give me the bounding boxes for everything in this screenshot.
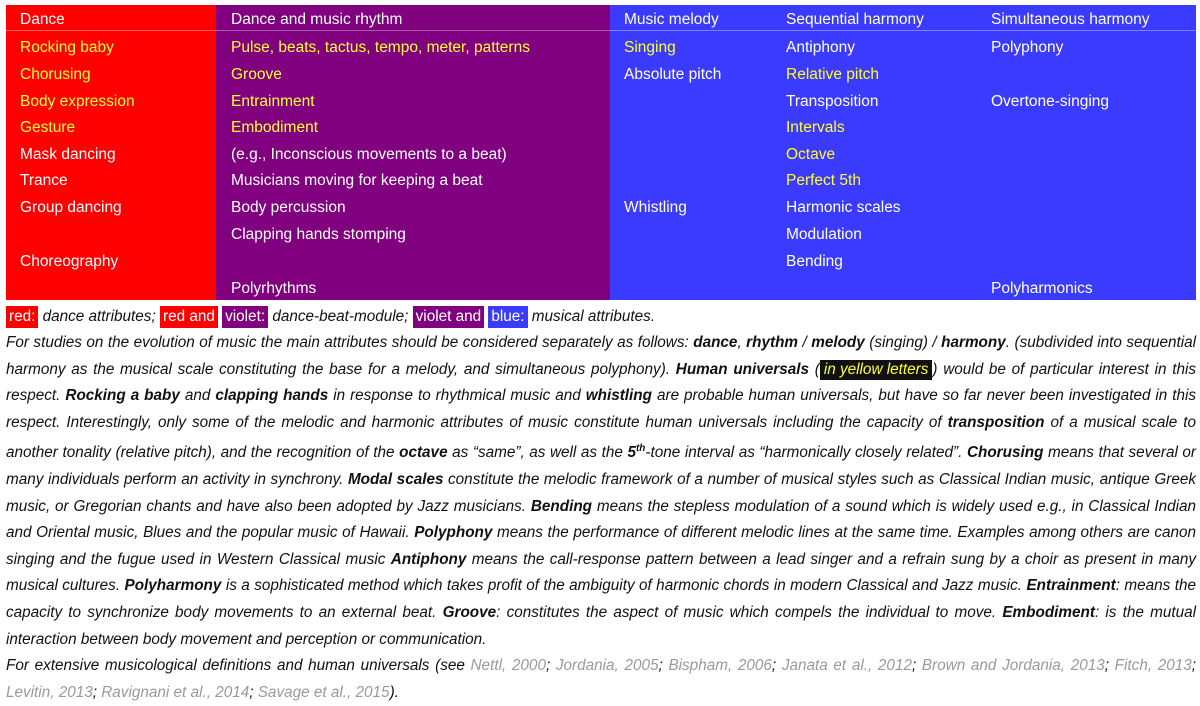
table-cell: Overtone-singing (991, 93, 1110, 110)
caption-term-entrainment: Entrainment (1026, 577, 1116, 595)
reference-separator: ; (658, 657, 669, 675)
caption-term-transposition: transposition (947, 413, 1045, 431)
caption-term-rocking: Rocking a baby (65, 387, 180, 405)
table-cell: Bending (786, 253, 843, 270)
reference-link[interactable]: Jordania, 2005 (555, 657, 659, 675)
table-cell: Musicians moving for keeping a beat (231, 172, 483, 189)
table-cell: Transposition (786, 93, 879, 110)
caption-text: means the call-response pattern between a lead singer and a refrain sung by a choir as present in many musical cultures. (6, 550, 1196, 595)
reference-separator: ; (911, 657, 922, 675)
table-cell: Absolute pitch (624, 66, 722, 83)
caption-term-bending: Bending (530, 497, 593, 515)
reference-link[interactable]: Brown and Jordania, 2013 (921, 657, 1105, 675)
caption-text: ) (932, 360, 938, 378)
caption-text: : is the mutual interaction between body movement and perception or communication. (6, 604, 1196, 648)
caption-term-whistling: whistling (585, 387, 653, 405)
table-cell: Singing (624, 39, 676, 56)
table-cell: Group dancing (20, 199, 122, 216)
reference-separator: ; (771, 657, 782, 675)
table-cell: Chorusing (20, 66, 91, 83)
table-cell: Whistling (624, 199, 687, 216)
caption-text: constitute the melodic framework of a number of musical styles such as Classical Indian music, antique Greek music, or Gregorian chants and have also been adopted by Jazz musicians. (6, 471, 1196, 515)
caption-text: : means the capacity to synchronize body movements to an external beat. (6, 577, 1196, 622)
table-cell: Embodiment (231, 119, 319, 136)
table-cell: Pulse, beats, tactus, tempo, meter, patterns (231, 39, 530, 56)
reference-separator: ; (249, 683, 258, 701)
caption-text: . (subdivided into sequential harmony as the musical scale constituting the base for a melody, and simultaneous polyphony). (6, 334, 1197, 378)
table-cell: Entrainment (231, 93, 315, 110)
table-cell: Relative pitch (786, 66, 880, 83)
caption-text: as “same”, as well as the (452, 444, 623, 462)
table-cell: Perfect 5th (786, 172, 861, 189)
references-intro: For extensive musicological definitions and human universals (see (6, 657, 465, 675)
table-cell: Trance (20, 172, 68, 189)
legend-violet-and-swatch: violet and (413, 306, 484, 328)
caption-text: means the stepless modulation of a sound which is widely used e.g., in Classical Indian and Oriental music, Blues and the popular music of Hawaii. (6, 497, 1196, 542)
table-cell: Groove (231, 66, 282, 83)
table-cell: Intervals (786, 119, 845, 136)
legend-red-and-swatch: red and (160, 306, 218, 328)
table-cell: Rocking baby (20, 39, 114, 56)
caption-text: and (184, 387, 211, 405)
table-cell: Body percussion (231, 199, 346, 216)
header-dance: Dance (20, 11, 65, 28)
caption-term-antiphony: Antiphony (390, 550, 467, 568)
reference-link[interactable]: Levitin, 2013 (6, 683, 93, 701)
table-cell: Choreography (20, 253, 119, 270)
caption-text: -tone interval as “harmonically closely related”. (645, 444, 963, 462)
header-simultaneous-harmony: Simultaneous harmony (991, 11, 1150, 28)
legend-red-text: dance attributes; (42, 308, 156, 325)
table-cell: Clapping hands stomping (231, 226, 406, 243)
yellow-letters-swatch: in yellow letters (820, 360, 933, 380)
table-cell: Antiphony (786, 39, 855, 56)
caption-text: would be of particular interest in this respect. (6, 360, 1197, 405)
references-line (6, 653, 1196, 706)
legend-blue-text: musical attributes. (531, 308, 656, 325)
table-cell: Polyrhythms (231, 280, 317, 297)
caption-text: means that several or many individuals perform an activity in synchrony. (6, 444, 1197, 489)
caption-text: are probable human universals, but have so far never been investigated in this respect. Interestingly, only some of the melodic and harmonic attributes of music constitute human universals including the capacity of (6, 387, 1197, 431)
reference-separator: ; (92, 683, 102, 701)
caption-text: is a sophisticated method which takes profit of the ambiguity of harmonic chords in modern Classical and Jazz music. (225, 577, 1023, 595)
reference-separator: ; (1104, 657, 1115, 675)
caption-text: (singing) / (869, 334, 937, 351)
table-cell: Polyharmonics (991, 280, 1093, 297)
caption-text: For studies on the evolution of music the main attributes should be considered separately as follows: (6, 334, 689, 351)
legend-red-swatch: red: (6, 306, 38, 328)
reference-link[interactable]: Ravignani et al., 2014 (101, 683, 250, 701)
reference-link[interactable]: Janata et al., 2012 (781, 657, 912, 675)
caption-text: : constitutes the aspect of music which compels the individual to move. (496, 604, 997, 622)
reference-link[interactable]: Bispham, 2006 (668, 657, 772, 675)
references-end: ). (389, 683, 399, 701)
table-cell: Octave (786, 146, 836, 163)
caption-term-chorusing: Chorusing (966, 444, 1044, 462)
table-cell: Modulation (786, 226, 862, 243)
caption-text: in response to rhythmical music and (333, 387, 581, 405)
caption-term-groove: Groove (442, 604, 497, 622)
caption-term-rhythm: rhythm (746, 334, 799, 351)
reference-separator: ; (1191, 657, 1197, 675)
caption-text: ( (814, 360, 820, 378)
header-sequential-harmony: Sequential harmony (786, 11, 924, 28)
caption-term-fifth (627, 444, 645, 461)
fifth-superscript: th (635, 443, 646, 455)
caption-term-embodiment: Embodiment (1002, 604, 1095, 622)
table-cell: Body expression (20, 93, 135, 110)
fifth-number: 5 (627, 444, 636, 462)
caption-term-melody: melody (811, 334, 865, 351)
legend-violet-text: dance-beat-module; (272, 308, 409, 325)
header-melody: Music melody (624, 11, 719, 28)
table-cell: Mask dancing (20, 146, 116, 163)
caption-term-modal-scales: Modal scales (347, 471, 444, 489)
color-legend (6, 304, 1196, 330)
table-cell: (e.g., Inconscious movements to a beat) (231, 146, 507, 163)
caption-term-polyharmony: Polyharmony (124, 577, 222, 595)
caption-term-octave: octave (399, 444, 448, 462)
header-rhythm: Dance and music rhythm (231, 11, 403, 28)
table-cell: Polyphony (991, 39, 1064, 56)
reference-link[interactable]: Nettl, 2000 (470, 657, 546, 675)
reference-link[interactable]: Savage et al., 2015 (257, 683, 390, 701)
caption-term-polyphony: Polyphony (414, 524, 493, 542)
legend-blue-swatch: blue: (488, 306, 527, 328)
reference-link[interactable]: Fitch, 2013 (1114, 657, 1192, 675)
caption-body: For studies on the evolution of music the main attributes should be considered separately as follows: dance, rhythm / melody (singing) / harmony. (subdivided into sequential harmony as the musical scale constituting the base for a melody, and simultaneous polyphony). Human universals ( in yellow letters ) would be of particular interest in this respect. Rocking a baby and clapping hands in response to rhythmical music and whistling are probable human universals, but have so far never been investigated in this respect. Interestingly, only some of the melodic and harmonic attributes of music constitute human universals including the capacity of transposition of a musical scale to another tonality (relative pitch), and the recognition of the octave as “same”, as well as the 5th-tone interval as “harmonically closely related”. Chorusing means that several or many individuals perform an activity in synchrony. Modal scales constitute the melodic framework of a number of musical styles such as Classical Indian music, antique Greek music, or Gregorian chants and have also been adopted by Jazz musicians. Bending means the stepless modulation of a sound which is widely used e.g., in Classical Indian and Oriental music, Blues and the popular music of Hawaii. Polyphony means the performance of different melodic lines at the same time. Examples among others are canon singing and the fugue used in Western Classical music Antiphony means the call-response pattern between a lead singer and a refrain sung by a choir as present in many musical cultures. Polyharmony is a sophisticated method which takes profit of the ambiguity of harmonic chords in modern Classical and Jazz music. Entrainment: means the capacity to synchronize body movements to an external beat. Groove: constitutes the aspect of music which compels the individual to move. Embodiment: is the mutual interaction between body movement and perception or communication. (6, 334, 1197, 648)
header-divider (6, 30, 1196, 31)
caption-text: of a musical scale to another tonality (relative pitch), and the recognition of the (6, 413, 1196, 462)
caption-text: means the performance of different melodic lines at the same time. Examples among others are canon singing and the fugue used in Western Classical music (6, 524, 1197, 568)
table-caption (6, 304, 1196, 706)
caption-term-harmony: harmony (941, 334, 1006, 351)
reference-separator: ; (545, 657, 556, 675)
music-column (610, 5, 1196, 300)
table-cell: Harmonic scales (786, 199, 901, 216)
caption-term-human-universals: Human universals (675, 360, 809, 378)
caption-term-dance: dance (693, 334, 738, 351)
caption-term-clapping: clapping hands (215, 387, 329, 405)
legend-violet-swatch: violet: (222, 306, 268, 328)
caption-text: / (802, 334, 807, 351)
table-cell: Gesture (20, 119, 76, 136)
